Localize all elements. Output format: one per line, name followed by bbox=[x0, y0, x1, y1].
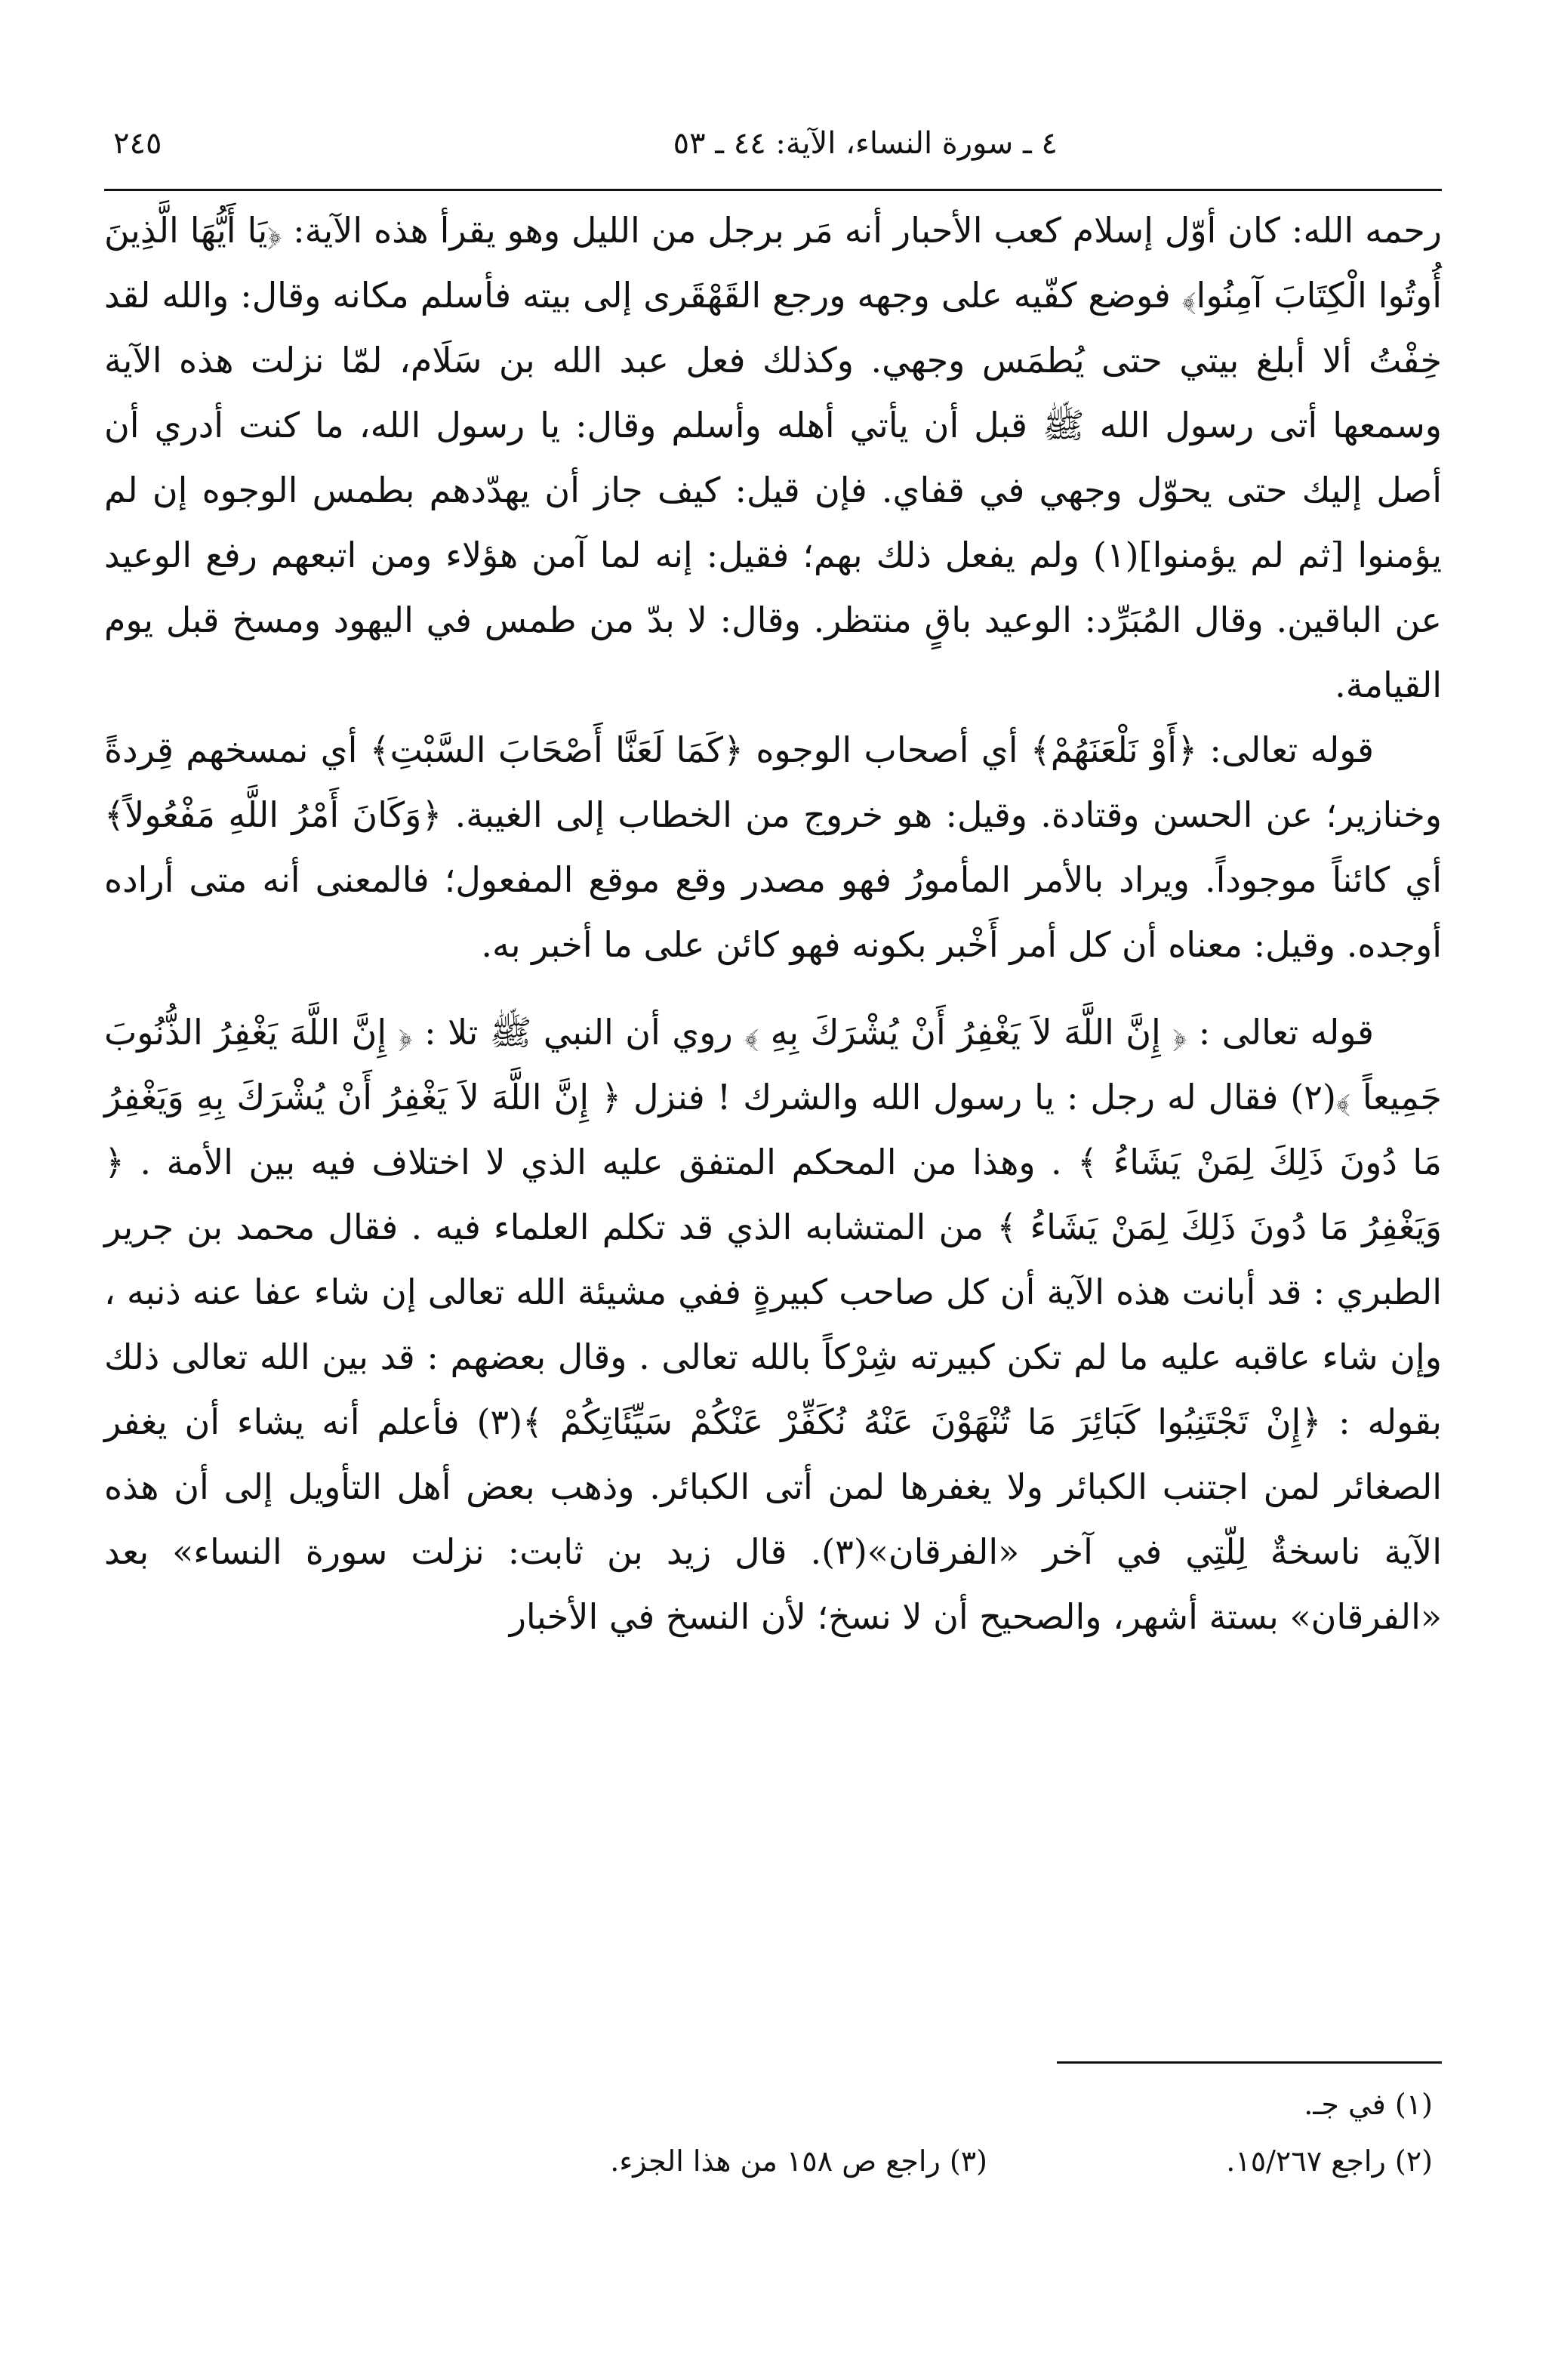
footnote-1: (١) في جـ. bbox=[1304, 2088, 1433, 2121]
running-title: ٤ ـ سورة النساء، الآية: ٤٤ ـ ٥٣ bbox=[673, 126, 1058, 161]
paragraph: رحمه الله: كان أوّل إسلام كعب الأحبار أنه مَر برجل من الليل وهو يقرأ هذه الآية: ﴿يَا أَيُّهَا الَّذِينَ أُوتُوا الْكِتَابَ آمِنُوا﴾ فوضع كفّيه على وجهه ورجع القَهْقَرى إلى بيته فأسلم مكانه وقال: والله لقد خِفْتُ ألا أبلغ بيتي حتى يُطمَس وجهي. وكذلك فعل عبد الله بن سَلَام، لمّا نزلت هذه الآية وسمعها أتى رسول الله ﷺ قبل أن يأتي أهله وأسلم وقال: يا رسول الله، ما كنت أدري أن أصل إليك حتى يحوّل وجهي في قفاي. فإن قيل: كيف جاز أن يهدّدهم بطمس الوجوه إن لم يؤمنوا [ثم لم يؤمنوا](١) ولم يفعل ذلك بهم؛ فقيل: إنه لما آمن هؤلاء ومن اتبعهم رفع الوعيد عن الباقين. وقال المُبَرِّد: الوعيد باقٍ منتظر. وقال: لا بدّ من طمس في اليهود ومسخ قبل يوم القيامة. bbox=[104, 210, 1443, 705]
page-header bbox=[113, 113, 1433, 174]
page-number: ٢٤٥ bbox=[113, 126, 162, 161]
paragraph: قوله تعالى: ﴿أَوْ نَلْعَنَهُمْ﴾ أي أصحاب الوجوه ﴿كَمَا لَعَنَّا أَصْحَابَ السَّبْتِ﴾ أي نمسخهم قِردةً وخنازير؛ عن الحسن وقتادة. وقيل: هو خروج من الخطاب إلى الغيبة. ﴿وَكَانَ أَمْرُ اللَّهِ مَفْعُولاً﴾ أي كائناً موجوداً. ويراد بالأمر المأمورُ فهو مصدر وقع موقع المفعول؛ فالمعنى أنه متى أراده أوجده. وقيل: معناه أن كل أمر أَخْبر بكونه فهو كائن على ما أخبر به. bbox=[104, 729, 1442, 965]
header-rule bbox=[104, 189, 1442, 191]
footnote-2: (٢) راجع ١٥/٢٦٧. bbox=[1226, 2144, 1433, 2178]
footnote-rule bbox=[1057, 2061, 1442, 2064]
main-text bbox=[104, 198, 1442, 1649]
paragraph: قوله تعالى : ﴿ إِنَّ اللَّهَ لاَ يَغْفِرُ أَنْ يُشْرَكَ بِهِ ﴾ روي أن النبي ﷺ تلا : ﴿ إِنَّ اللَّهَ يَغْفِرُ الذُّنُوبَ جَمِيعاً ﴾(٢) فقال له رجل : يا رسول الله والشرك ! فنزل ﴿ إِنَّ اللَّهَ لاَ يَغْفِرُ أَنْ يُشْرَكَ بِهِ وَيَغْفِرُ مَا دُونَ ذَلِكَ لِمَنْ يَشَاءُ ﴾ . وهذا من المحكم المتفق عليه الذي لا اختلاف فيه بين الأمة . ﴿ وَيَغْفِرُ مَا دُونَ ذَلِكَ لِمَنْ يَشَاءُ ﴾ من المتشابه الذي قد تكلم العلماء فيه . فقال محمد بن جرير الطبري : قد أبانت هذه الآية أن كل صاحب كبيرةٍ ففي مشيئة الله تعالى إن شاء عفا عنه ذنبه ، وإن شاء عاقبه عليه ما لم تكن كبيرته شِرْكاً بالله تعالى . وقال بعضهم : قد بين الله تعالى ذلك بقوله : ﴿إِنْ تَجْتَنِبُوا كَبَائِرَ مَا تُنْهَوْنَ عَنْهُ نُكَفِّرْ عَنْكُمْ سَيِّئَاتِكُمْ ﴾(٣) فأعلم أنه يشاء أن يغفر الصغائر لمن اجتنب الكبائر ولا يغفرها لمن أتى الكبائر. وذهب بعض أهل التأويل إلى أن هذه الآية ناسخةٌ لِلّتِي في آخر «الفرقان»(٣). قال زيد بن ثابت: نزلت سورة النساء» بعد «الفرقان» بستة أشهر، والصحيح أن لا نسخ؛ لأن النسخ في الأخبار bbox=[104, 1012, 1442, 1637]
footnote-3: (٣) راجع ص ١٥٨ من هذا الجزء. bbox=[610, 2144, 987, 2178]
